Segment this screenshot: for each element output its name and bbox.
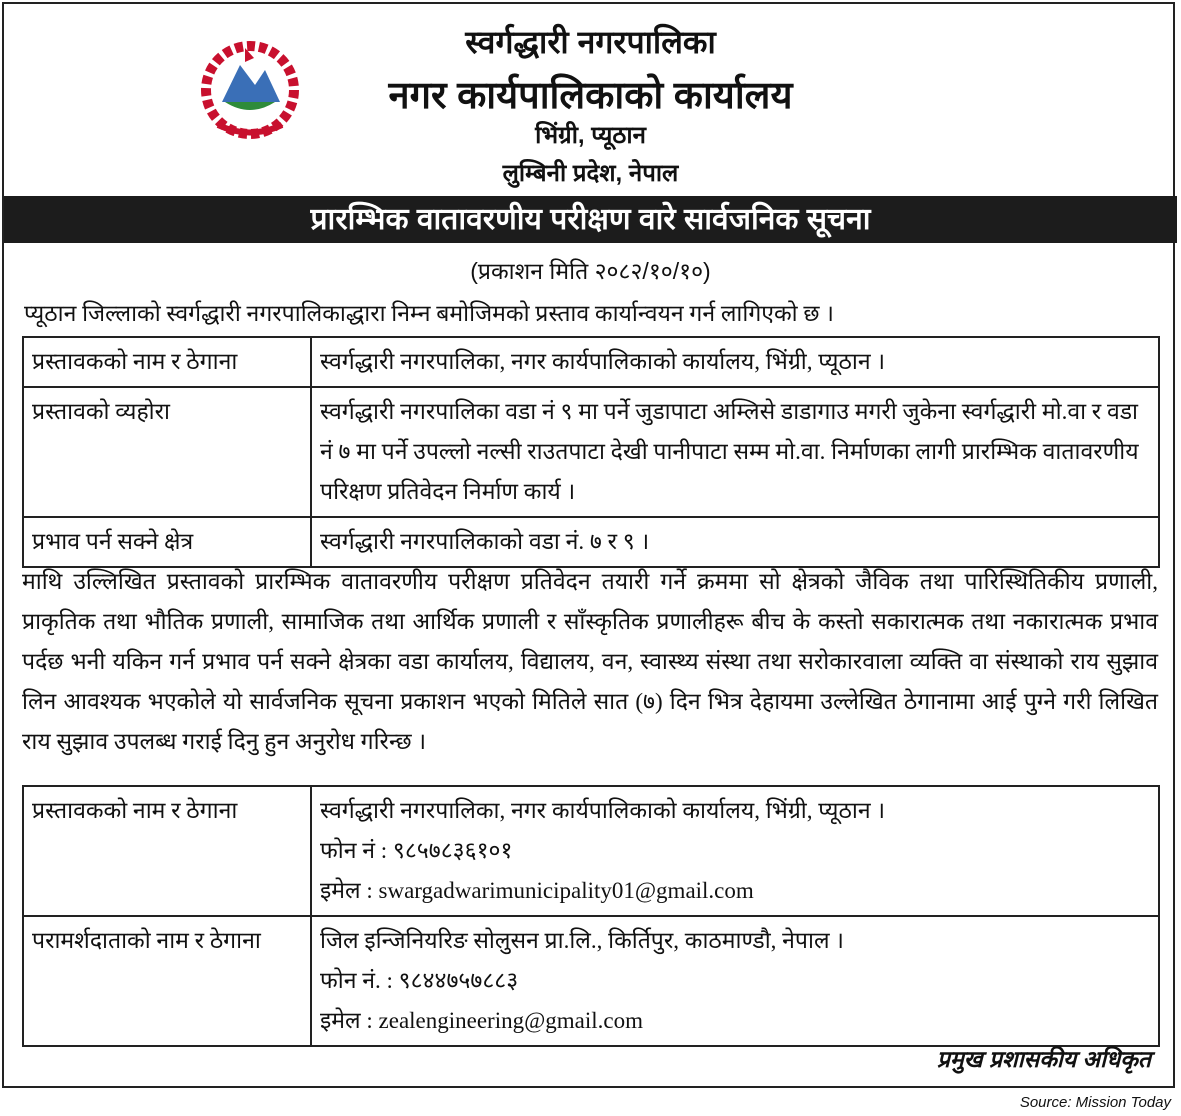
email: इमेल : swargadwarimunicipality01@gmail.com [320,878,754,903]
table-row [23,517,1159,567]
signature-title: प्रमुख प्रशासकीय अधिकृत [936,1046,1151,1072]
row-label: प्रस्तावकको नाम र ठेगाना [23,786,311,916]
row-value [311,916,1159,1046]
email: इमेल : zealengineering@gmail.com [320,1008,644,1033]
office-location: भिंग्री, प्यूठान [535,122,646,149]
address: स्वर्गद्धारी नगरपालिका, नगर कार्यपालिकाको कार्यालय, भिंग्री, प्यूठान । [320,798,886,823]
row-value: स्वर्गद्धारी नगरपालिका, नगर कार्यपालिकाको कार्यालय, भिंग्री, प्यूठान । [311,337,1159,387]
row-value [311,786,1159,916]
row-label: प्रभाव पर्न सक्ने क्षेत्र [23,517,311,567]
row-value: स्वर्गद्धारी नगरपालिका वडा नं ९ मा पर्ने जुडापाटा अम्लिसे डाडागाउ मगरी जुकेना स्वर्गद्धारी मो.वा र वडा नं ७ मा पर्ने उपल्लो नल्सी राउतपाटा देखी पानीपाटा सम्म मो.वा. निर्माणका लागी प्रारम्भिक वातावरणीय परिक्षण प्रतिवेदन निर्माण कार्य । [311,387,1159,517]
proposal-table [22,336,1160,568]
row-label: परामर्शदाताको नाम र ठेगाना [23,916,311,1046]
municipality-name: स्वर्गद्धारी नगरपालिका [465,24,716,60]
intro-text: प्यूठान जिल्लाको स्वर्गद्धारी नगरपालिकाद्धारा निम्न बमोजिमको प्रस्ताव कार्यान्वयन गर्न लागिएको छ । [24,301,834,326]
table-row [23,337,1159,387]
contact-table [22,785,1160,1047]
row-label: प्रस्तावकको नाम र ठेगाना [23,337,311,387]
notice-title: प्रारम्भिक वातावरणीय परीक्षण वारे सार्वजनिक सूचना [4,196,1177,243]
body-paragraph: माथि उल्लिखित प्रस्तावको प्रारम्भिक वातावरणीय परीक्षण प्रतिवेदन तयारी गर्ने क्रममा सो क्षेत्रको जैविक तथा पारिस्थितिकीय प्रणाली, प्राकृतिक तथा भौतिक प्रणाली, सामाजिक तथा आर्थिक प्रणाली र साँस्कृतिक प्रणालीहरू बीच के कस्तो सकारात्मक तथा नकारात्मक प्रभाव पर्दछ भनी यकिन गर्न प्रभाव पर्न सक्ने क्षेत्रका वडा कार्यालय, विद्यालय, वन, स्वास्थ्य संस्था तथा सरोकारवाला व्यक्ति वा संस्थाको राय सुझाव लिन आवश्यक भएकोले यो सार्वजनिक सूचना प्रकाशन भएको मितिले सात (७) दिन भित्र देहायमा उल्लेखित ठेगानामा आई पुग्ने गरी लिखित राय सुझाव उपलब्ध गराई दिनु हुन अनुरोध गरिन्छ । [22,569,1158,754]
row-label: प्रस्तावको व्यहोरा [23,387,311,517]
row-value: स्वर्गद्धारी नगरपालिकाको वडा नं. ७ र ९ । [311,517,1159,567]
address: जिल इन्जिनियरिङ सोलुसन प्रा.लि., किर्तिपुर, काठमाण्डौ, नेपाल । [320,928,845,953]
table-row [23,387,1159,517]
source-credit: Source: Mission Today [1019,1094,1171,1111]
table-row [23,786,1159,916]
header [0,0,1181,195]
province-country: लुम्बिनी प्रदेश, नेपाल [502,160,679,187]
phone: फोन नं : ९८५७८३६१०१ [320,838,513,863]
publish-date: (प्रकाशन मिति २०८२/१०/१०) [470,258,711,284]
phone: फोन नं. : ९८४४७५७८८३ [320,968,519,993]
table-row [23,916,1159,1046]
office-name: नगर कार्यपालिकाको कार्यालय [388,75,793,117]
